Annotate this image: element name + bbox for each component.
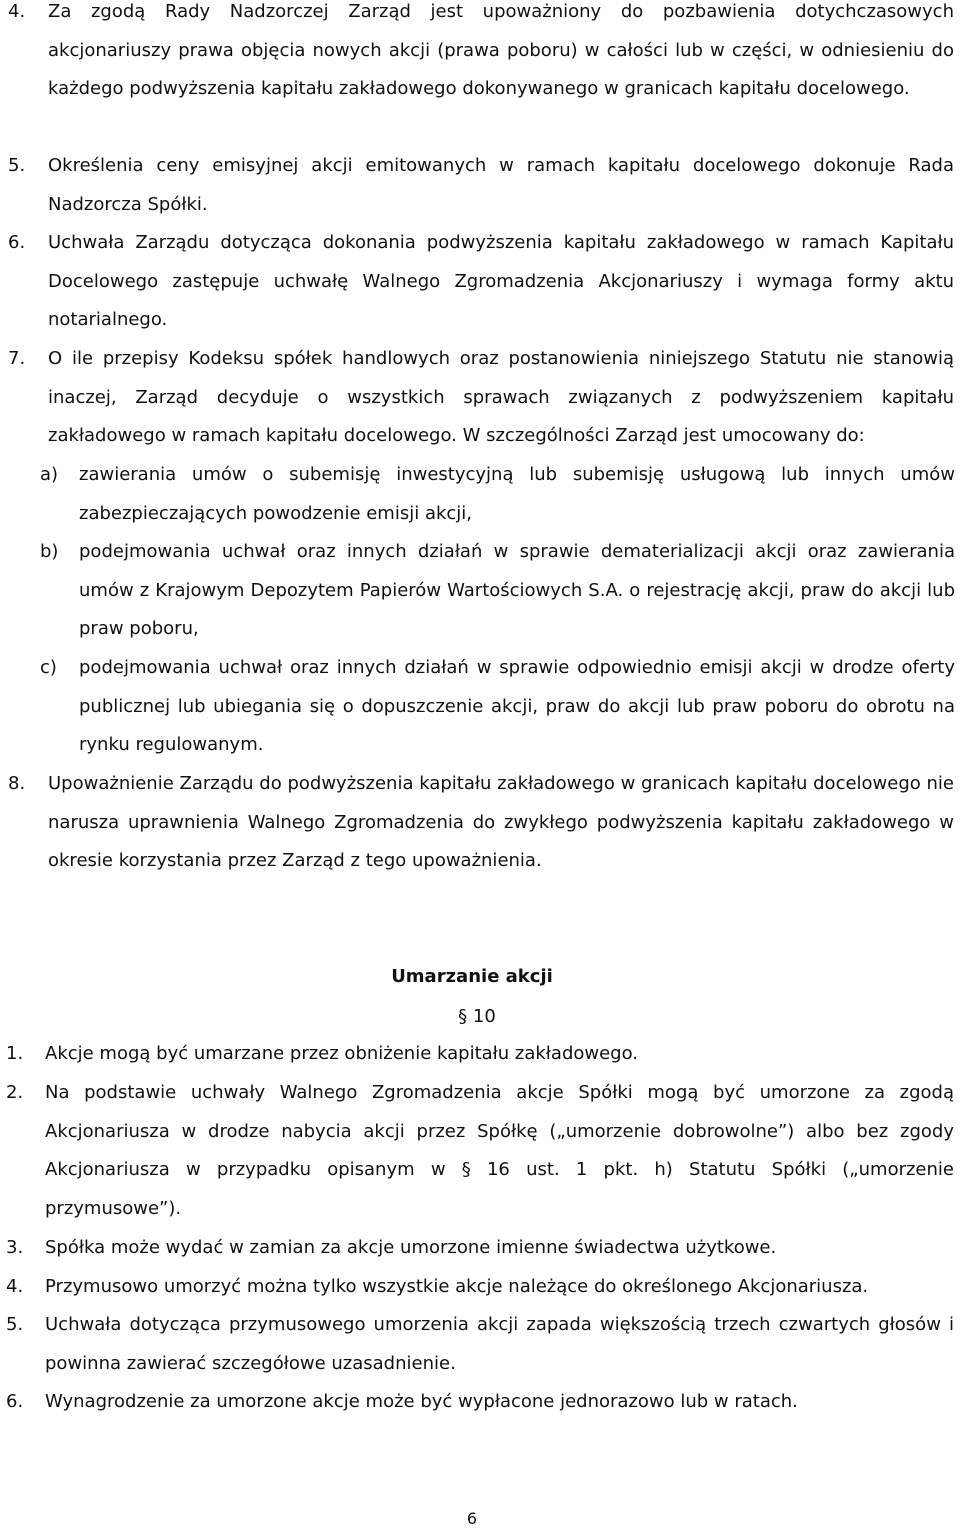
list-item-text: O ile przepisy Kodeksu spółek handlowych oraz postanowienia niniejszego Statutu nie stanowią inaczej, Zarząd decyduje o wszystkich sprawach związanych z podwyższeniem kapitału zakładowego w ramach kapitału docelowego. W szczególności Zarząd jest umocowany do: bbox=[48, 348, 954, 447]
list-item-text: Uchwała Zarządu dotycząca dokonania podwyższenia kapitału zakładowego w ramach Kapitału Docelowego zastępuje uchwałę Walnego Zgromadzenia Akcjonariuszy i wymaga formy aktu notarialnego. bbox=[48, 232, 954, 331]
list-item-number: 3. bbox=[6, 1237, 24, 1258]
list-item-text: Akcje mogą być umarzane przez obniżenie kapitału zakładowego. bbox=[45, 1043, 639, 1064]
list-item bbox=[8, 765, 954, 881]
list-item-text: Za zgodą Rady Nadzorczej Zarząd jest upoważniony do pozbawienia dotychczasowych akcjonariuszy prawa objęcia nowych akcji (prawa poboru) w całości lub w części, w odniesieniu do każdego podwyższenia kapitału zakładowego dokonywanego w granicach kapitału docelowego. bbox=[48, 1, 954, 100]
sub-list-item-text: zawierania umów o subemisję inwestycyjną lub subemisję usługową lub innych umów zabezpieczających powodzenie emisji akcji, bbox=[79, 464, 955, 524]
list-item bbox=[6, 1268, 954, 1307]
list-item bbox=[8, 224, 954, 340]
sub-list-item-letter: a) bbox=[40, 464, 59, 485]
section-heading: Umarzanie akcji bbox=[391, 966, 553, 987]
list-item-text: Wynagrodzenie za umorzone akcje może być wypłacone jednorazowo lub w ratach. bbox=[45, 1391, 798, 1412]
list-item-number: 1. bbox=[6, 1043, 24, 1064]
sub-list-item-text: podejmowania uchwał oraz innych działań w sprawie odpowiednio emisji akcji w drodze oferty publicznej lub ubiegania się o dopuszczenie akcji, praw do akcji lub praw poboru do obrotu na rynku regulowanym. bbox=[79, 657, 955, 756]
list-item bbox=[6, 1306, 954, 1383]
list-item-text: Upoważnienie Zarządu do podwyższenia kapitału zakładowego w granicach kapitału docelowego nie narusza uprawnienia Walnego Zgromadzenia do zwykłego podwyższenia kapitału zakładowego w okresie korzystania przez Zarząd z tego upoważnienia. bbox=[48, 773, 954, 872]
sub-list-item bbox=[40, 456, 955, 533]
list-item-text: Uchwała dotycząca przymusowego umorzenia akcji zapada większością trzech czwartych głosów i powinna zawierać szczegółowe uzasadnienie. bbox=[45, 1314, 954, 1374]
list-item-number: 6. bbox=[6, 1391, 24, 1412]
list-item-number: 4. bbox=[8, 1, 26, 22]
list-item bbox=[6, 1229, 954, 1268]
list-item-text: Przymusowo umorzyć można tylko wszystkie akcje należące do określonego Akcjonariusza. bbox=[45, 1276, 869, 1297]
list-item bbox=[6, 1383, 954, 1422]
sub-list-item bbox=[40, 649, 955, 765]
list-item bbox=[8, 0, 954, 109]
list-item-number: 6. bbox=[8, 232, 26, 253]
list-item-number: 4. bbox=[6, 1276, 24, 1297]
sub-list-item-text: podejmowania uchwał oraz innych działań w sprawie dematerializacji akcji oraz zawierania umów z Krajowym Depozytem Papierów Wartościowych S.A. o rejestrację akcji, praw do akcji lub praw poboru, bbox=[79, 541, 955, 640]
list-item-number: 2. bbox=[6, 1082, 24, 1103]
list-item-number: 5. bbox=[8, 155, 26, 176]
list-item bbox=[8, 147, 954, 224]
list-item-number: 7. bbox=[8, 348, 26, 369]
section-number: § 10 bbox=[458, 1006, 496, 1027]
list-item-text: Na podstawie uchwały Walnego Zgromadzenia akcje Spółki mogą być umorzone za zgodą Akcjonariusza w drodze nabycia akcji przez Spółkę („umorzenie dobrowolne”) albo bez zgody Akcjonariusza w przypadku opisanym w § 16 ust. 1 pkt. h) Statutu Spółki („umorzenie przymusowe”). bbox=[45, 1082, 954, 1219]
sub-list-item-letter: c) bbox=[40, 657, 57, 678]
list-item bbox=[8, 340, 954, 456]
sub-list-item-letter: b) bbox=[40, 541, 59, 562]
list-item bbox=[6, 1035, 954, 1074]
list-item-text: Spółka może wydać w zamian za akcje umorzone imienne świadectwa użytkowe. bbox=[45, 1237, 777, 1258]
sub-list-item bbox=[40, 533, 955, 649]
list-item-number: 8. bbox=[8, 773, 26, 794]
list-item-number: 5. bbox=[6, 1314, 24, 1335]
list-item-text: Określenia ceny emisyjnej akcji emitowanych w ramach kapitału docelowego dokonuje Rada Nadzorcza Spółki. bbox=[48, 155, 954, 215]
list-item bbox=[6, 1074, 954, 1228]
page-number: 6 bbox=[466, 1509, 478, 1528]
